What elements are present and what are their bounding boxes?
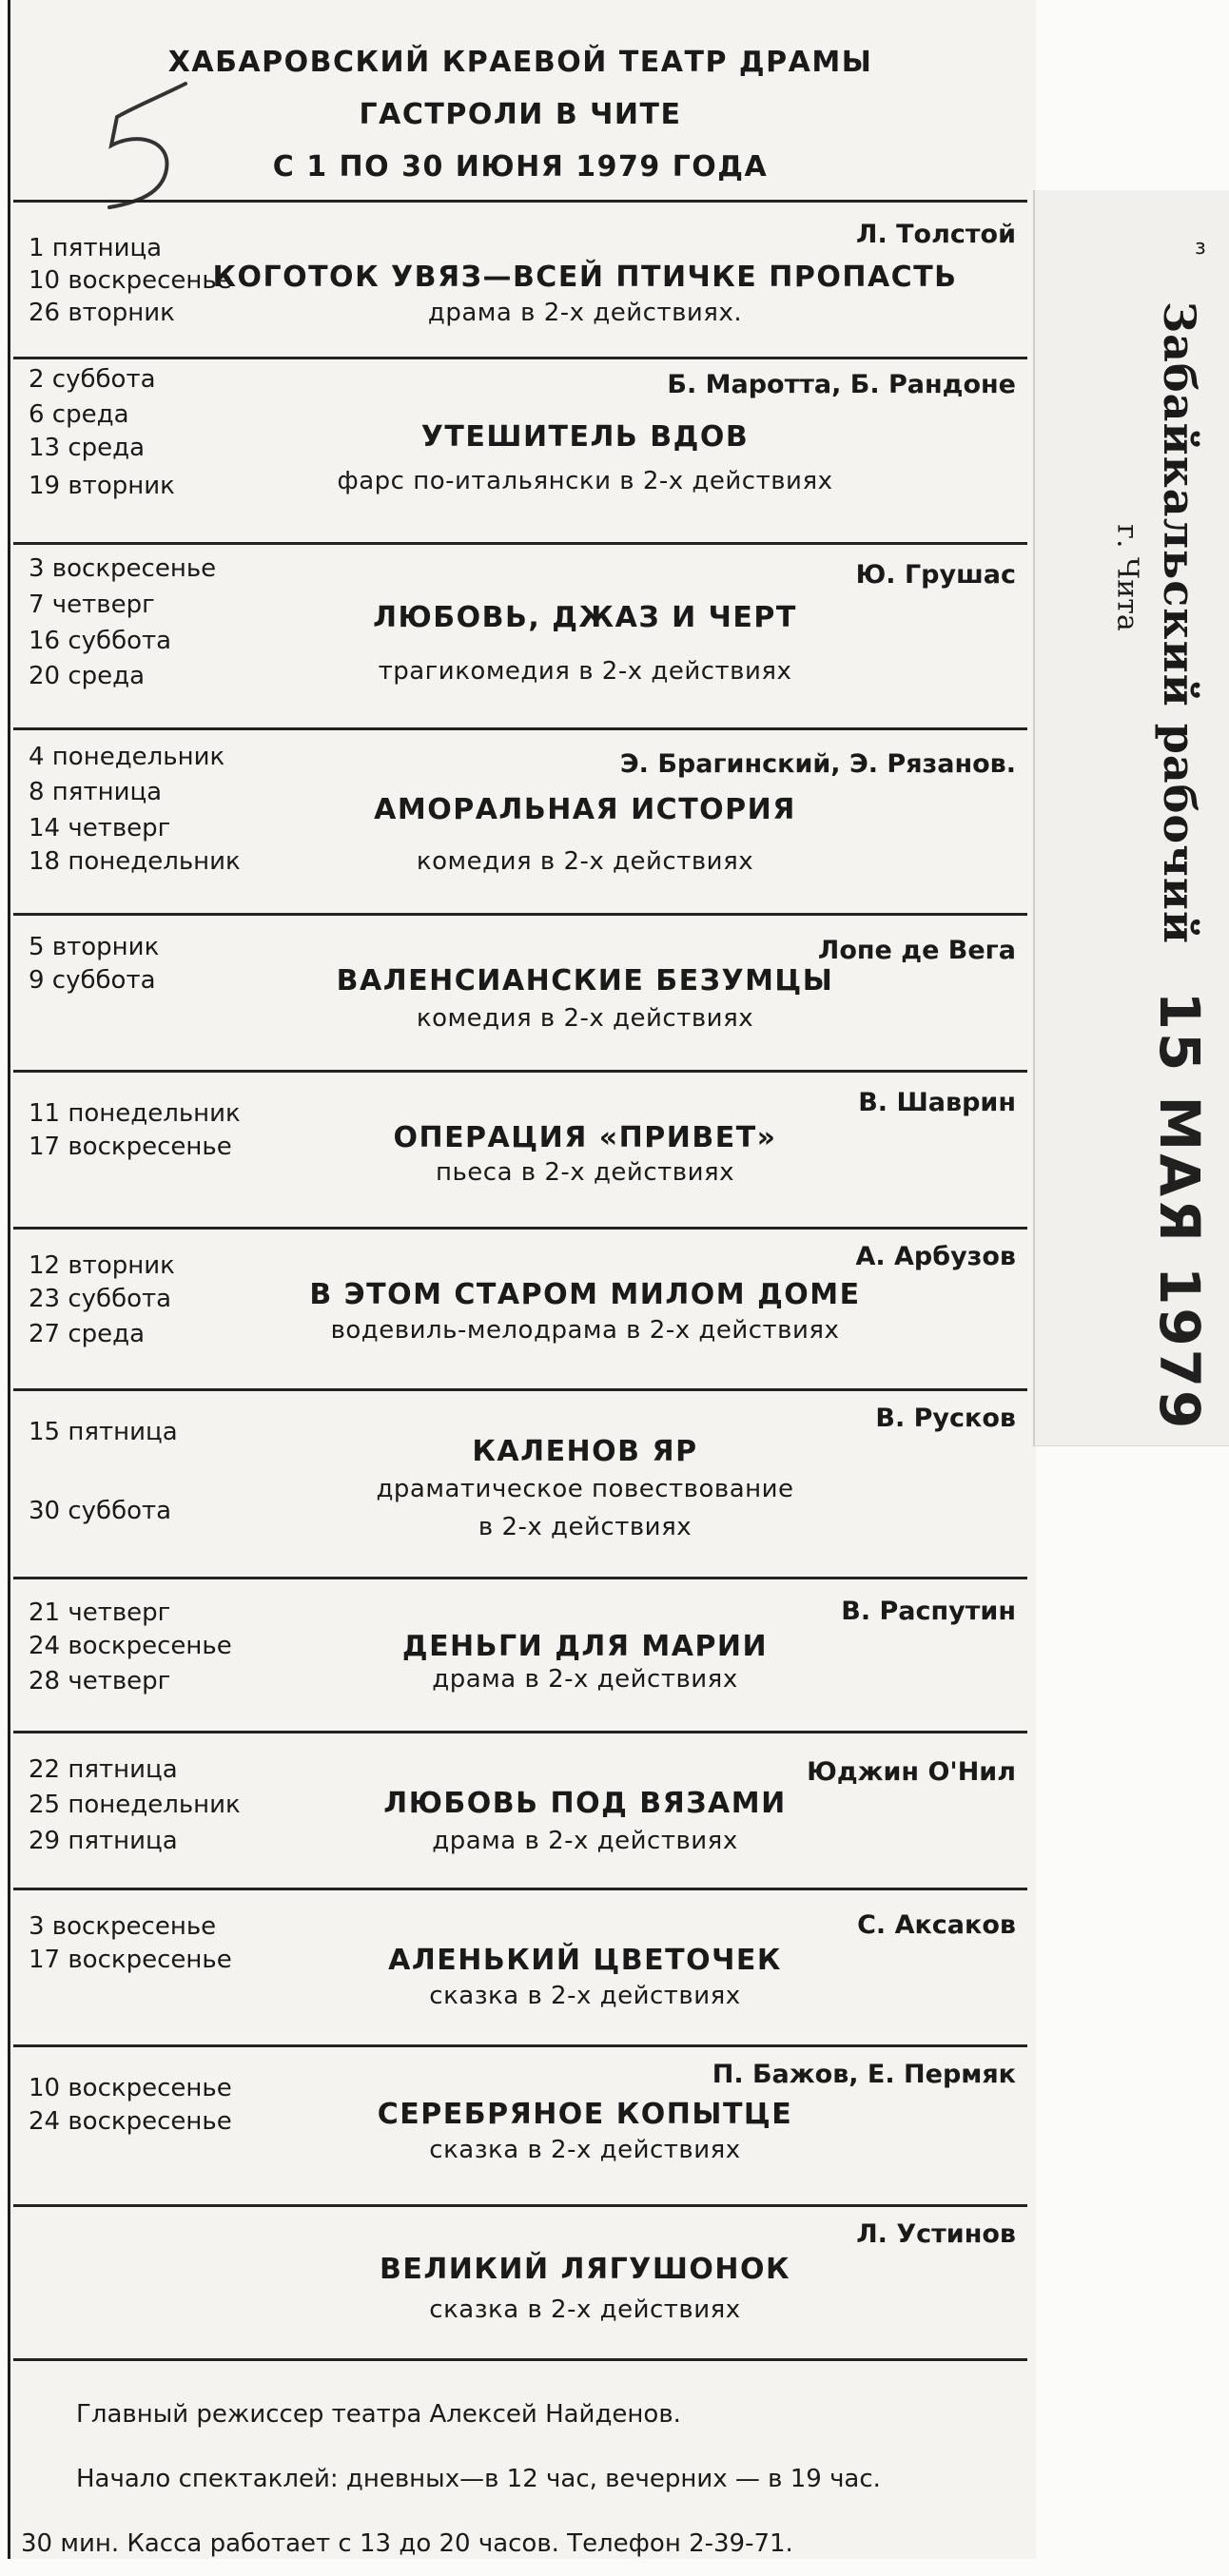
play-title: ЛЮБОВЬ ПОД ВЯЗАМИ bbox=[383, 1787, 787, 1820]
play-author: Б. Маротта, Б. Рандоне bbox=[667, 370, 1016, 399]
performance-date: 17 воскресенье bbox=[29, 1946, 232, 1974]
performance-date: 3 воскресенье bbox=[29, 1912, 217, 1941]
play-genre: сказка в 2-х действиях bbox=[429, 2136, 741, 2164]
performance-date: 20 среда bbox=[29, 662, 146, 690]
section-divider bbox=[13, 1577, 1027, 1579]
play-title: СЕРЕБРЯНОЕ КОПЫТЦЕ bbox=[377, 2098, 793, 2131]
play-author: В. Русков bbox=[875, 1404, 1016, 1433]
play-genre: фарс по-итальянски в 2-х действиях bbox=[337, 467, 833, 495]
performance-times: Начало спектаклей: дневных—в 12 час, вечерних — в 19 час. bbox=[76, 2465, 881, 2493]
play-title: АМОРАЛЬНАЯ ИСТОРИЯ bbox=[374, 793, 796, 826]
performance-date: 24 воскресенье bbox=[29, 2107, 232, 2136]
theatre-name: ХАБАРОВСКИЙ КРАЕВОЙ ТЕАТР ДРАМЫ bbox=[167, 46, 873, 79]
performance-date: 4 понедельник bbox=[29, 743, 225, 771]
play-author: П. Бажов, Е. Пермяк bbox=[712, 2060, 1016, 2089]
performance-date: 8 пятница bbox=[29, 778, 163, 806]
chief-director: Главный режиссер театра Алексей Найденов. bbox=[76, 2400, 681, 2429]
tour-dates: С 1 ПО 30 ИЮНЯ 1979 ГОДА bbox=[272, 150, 769, 184]
performance-date: 27 среда bbox=[29, 1320, 146, 1348]
performance-date: 28 четверг bbox=[29, 1667, 171, 1695]
performance-date: 15 пятница bbox=[29, 1418, 178, 1446]
performance-date: 13 среда bbox=[29, 434, 146, 462]
newspaper-city: г. Чита bbox=[1110, 524, 1144, 631]
play-genre: пьеса в 2-х действиях bbox=[435, 1158, 735, 1187]
play-title: ВАЛЕНСИАНСКИЕ БЕЗУМЦЫ bbox=[336, 964, 834, 997]
play-title: УТЕШИТЕЛЬ ВДОВ bbox=[420, 420, 750, 454]
performance-date: 10 воскресенье bbox=[29, 2074, 232, 2102]
section-divider bbox=[13, 2204, 1027, 2207]
play-author: В. Шаврин bbox=[858, 1088, 1016, 1117]
performance-date: 16 суббота bbox=[29, 627, 172, 655]
tour-title: ГАСТРОЛИ В ЧИТЕ bbox=[359, 98, 682, 131]
page-footer bbox=[21, 2382, 1029, 2576]
date-stamp: 15 МАЯ 1979 bbox=[1147, 991, 1212, 1432]
play-title: ДЕНЬГИ ДЛЯ МАРИИ bbox=[401, 1630, 769, 1663]
performance-date: 21 четверг bbox=[29, 1598, 171, 1627]
box-office-info: 30 мин. Касса работает с 13 до 20 часов. Телефон 2-39-71. bbox=[21, 2529, 793, 2558]
performance-date: 29 пятница bbox=[29, 1827, 178, 1855]
play-author: С. Аксаков bbox=[857, 1910, 1016, 1940]
section-divider bbox=[13, 357, 1027, 359]
play-genre: водевиль-мелодрама в 2-х действиях bbox=[330, 1316, 840, 1345]
newspaper-name: Забайкальский рабочий bbox=[1154, 301, 1205, 944]
performance-date: 5 вторник bbox=[29, 933, 160, 961]
section-divider bbox=[13, 1731, 1027, 1733]
play-title: КОГОТОК УВЯЗ—ВСЕЙ ПТИЧКЕ ПРОПАСТЬ bbox=[212, 261, 958, 294]
play-title: КАЛЕНОВ ЯР bbox=[472, 1435, 698, 1468]
performance-date: 2 суббота bbox=[29, 365, 156, 394]
play-genre: драма в 2-х действиях bbox=[432, 1665, 738, 1694]
play-title: ОПЕРАЦИЯ «ПРИВЕТ» bbox=[393, 1121, 777, 1154]
section-divider bbox=[13, 1888, 1027, 1890]
play-title: В ЭТОМ СТАРОМ МИЛОМ ДОМЕ bbox=[309, 1278, 861, 1311]
play-genre: сказка в 2-х действиях bbox=[429, 2295, 741, 2324]
section-divider bbox=[13, 727, 1027, 730]
play-author: Э. Брагинский, Э. Рязанов. bbox=[619, 749, 1016, 779]
section-divider bbox=[13, 200, 1027, 203]
performance-date: 19 вторник bbox=[29, 472, 175, 500]
play-genre: драма в 2-х действиях. bbox=[427, 299, 743, 327]
performance-date: 10 воскресенье bbox=[29, 266, 232, 295]
play-title: ЛЮБОВЬ, ДЖАЗ И ЧЕРТ bbox=[373, 601, 797, 634]
play-title: АЛЕНЬКИЙ ЦВЕТОЧЕК bbox=[388, 1944, 782, 1977]
performance-date: 26 вторник bbox=[29, 299, 175, 327]
play-author: Юджин О'Нил bbox=[807, 1757, 1016, 1787]
section-divider bbox=[13, 1227, 1027, 1230]
play-author: Л. Устинов bbox=[856, 2219, 1016, 2249]
section-divider bbox=[13, 1388, 1027, 1391]
play-genre: сказка в 2-х действиях bbox=[429, 1982, 741, 2010]
performance-date: 14 четверг bbox=[29, 814, 171, 843]
performance-date: 11 понедельник bbox=[29, 1099, 241, 1128]
play-genre: драма в 2-х действиях bbox=[432, 1827, 738, 1855]
play-author: В. Распутин bbox=[841, 1597, 1016, 1626]
performance-date: 22 пятница bbox=[29, 1755, 178, 1784]
play-genre: в 2-х действиях bbox=[478, 1513, 693, 1541]
section-divider bbox=[13, 542, 1027, 545]
performance-date: 18 понедельник bbox=[29, 847, 241, 876]
performance-date: 23 суббота bbox=[29, 1285, 172, 1313]
section-divider bbox=[13, 913, 1027, 916]
play-genre: драматическое повествование bbox=[376, 1475, 794, 1503]
performance-date: 7 четверг bbox=[29, 591, 155, 619]
play-author: А. Арбузов bbox=[855, 1242, 1016, 1271]
performance-date: 6 среда bbox=[29, 400, 129, 429]
play-genre: комедия в 2-х действиях bbox=[416, 847, 754, 876]
play-author: Л. Толстой bbox=[856, 220, 1016, 249]
performance-date: 9 суббота bbox=[29, 966, 156, 995]
performance-date: 12 вторник bbox=[29, 1251, 175, 1280]
section-divider bbox=[13, 2044, 1027, 2047]
strip-mark: з bbox=[1195, 236, 1206, 260]
play-author: Ю. Грушас bbox=[855, 560, 1016, 590]
section-divider bbox=[13, 2358, 1027, 2361]
performance-date: 17 воскресенье bbox=[29, 1133, 232, 1161]
performance-date: 25 понедельник bbox=[29, 1791, 241, 1819]
play-genre: трагикомедия в 2-х действиях bbox=[378, 657, 792, 686]
section-divider bbox=[13, 1070, 1027, 1073]
performance-date: 3 воскресенье bbox=[29, 554, 217, 583]
performance-date: 24 воскресенье bbox=[29, 1632, 232, 1660]
performance-date: 30 суббота bbox=[29, 1497, 172, 1525]
play-genre: комедия в 2-х действиях bbox=[416, 1004, 754, 1033]
handwritten-mark-icon bbox=[90, 74, 205, 226]
play-title: ВЕЛИКИЙ ЛЯГУШОНОК bbox=[379, 2253, 791, 2286]
performance-date: 1 пятница bbox=[29, 234, 163, 262]
play-author: Лопе де Вега bbox=[817, 936, 1016, 965]
